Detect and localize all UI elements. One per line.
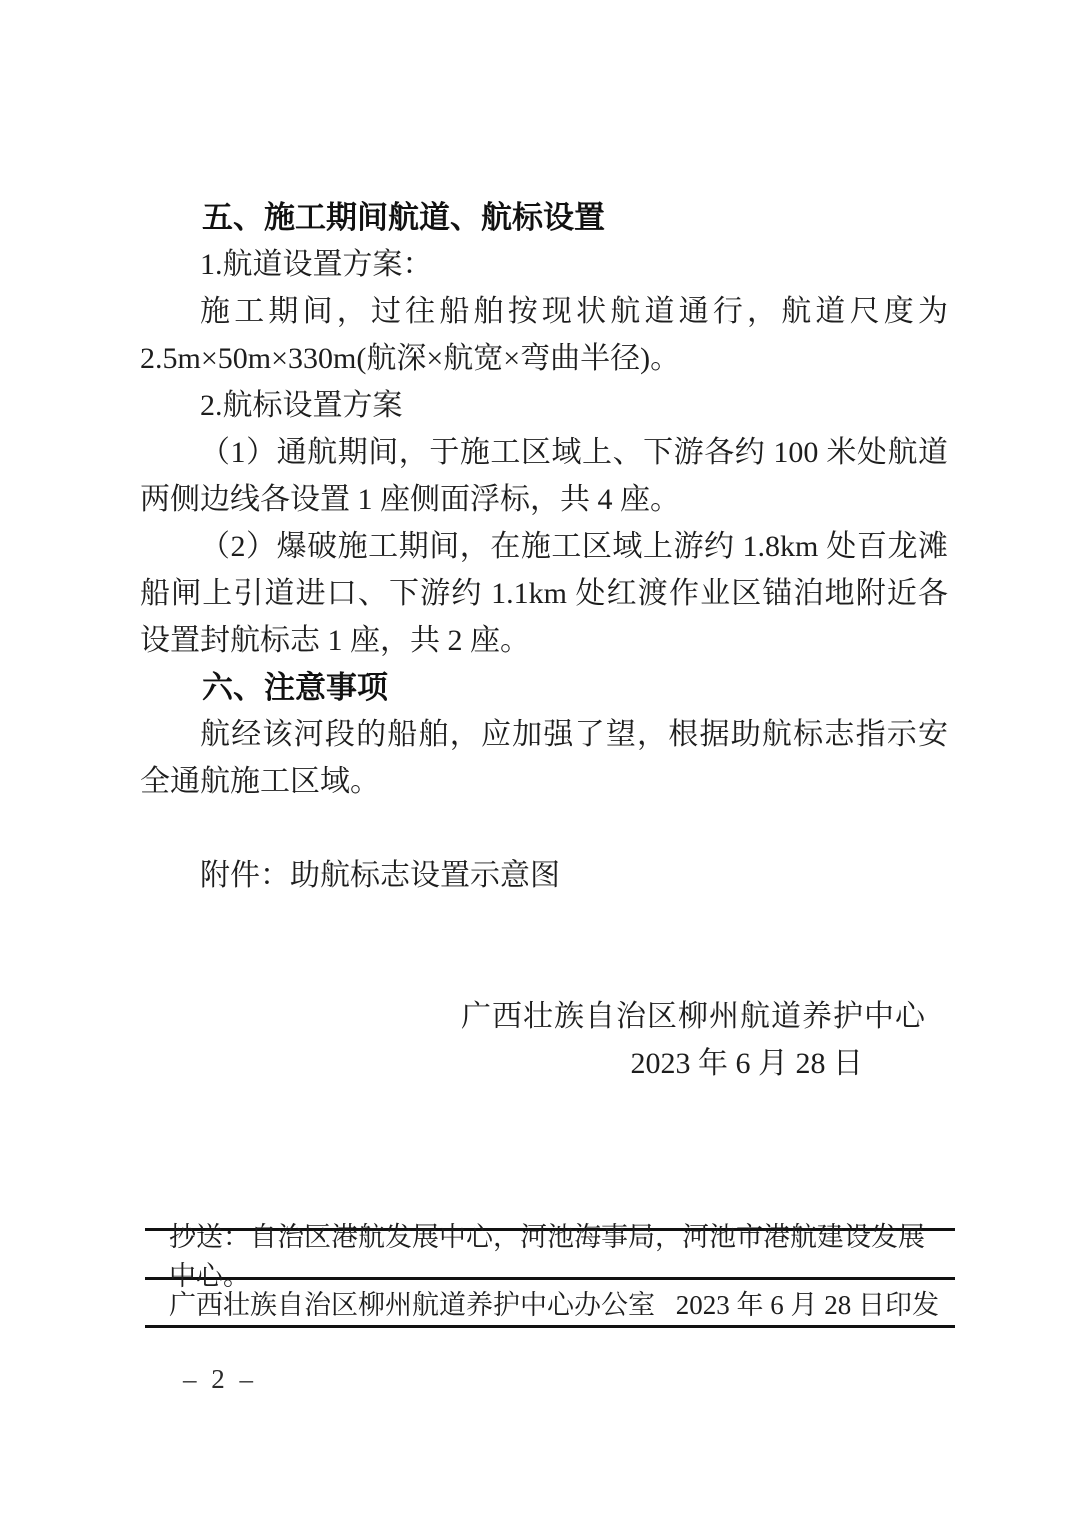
section-paragraph: 航经该河段的船舶，应加强了望，根据助航标志指示安全通航施工区域。 xyxy=(140,718,948,798)
section-attachment: 附件：助航标志设置示意图 xyxy=(200,859,560,892)
page-number: – 2 – xyxy=(183,1364,257,1394)
footer-block xyxy=(145,1222,955,1328)
section-spacer xyxy=(140,805,948,852)
footer-cc-row xyxy=(145,1222,955,1291)
section-heading: 五、施工期间航道、航标设置 xyxy=(202,200,605,235)
document-body xyxy=(140,194,948,1087)
section-paragraph: 施工期间，过往船舶按现状航道通行，航道尺度为2.5m×50m×330m(航深×航宽×弯曲半径)。 xyxy=(140,295,948,375)
section-paragraph: （1）通航期间，于施工区域上、下游各约 100 米处航道两侧边线各设置 1 座侧面浮标，共 4 座。 xyxy=(140,436,948,516)
section-subheading: 1.航道设置方案： xyxy=(200,248,433,281)
footer-cc-text: 抄送：自治区港航发展中心，河池海事局，河池市港航建设发展中心。 xyxy=(169,1222,925,1291)
footer-issue-row xyxy=(145,1280,955,1325)
section-paragraph: （2）爆破施工期间，在施工区域上游约 1.8km 处百龙滩船闸上引道进口、下游约 1.1km 处红渡作业区锚泊地附近各设置封航标志 1 座，共 2 座。 xyxy=(140,530,948,657)
section-signature-org: 广西壮族自治区柳州航道养护中心 xyxy=(461,1000,926,1033)
section-heading: 六、注意事项 xyxy=(202,670,388,705)
section-spacer xyxy=(140,899,948,946)
footer-issue-date-text: 2023 年 6 月 28 日印发 xyxy=(675,1290,939,1320)
footer-issuer-text: 广西壮族自治区柳州航道养护中心办公室 xyxy=(169,1290,655,1320)
section-spacer xyxy=(140,946,948,993)
section-subheading: 2.航标设置方案 xyxy=(200,389,403,422)
section-signature-date: 2023 年 6 月 28 日 xyxy=(630,1047,863,1080)
